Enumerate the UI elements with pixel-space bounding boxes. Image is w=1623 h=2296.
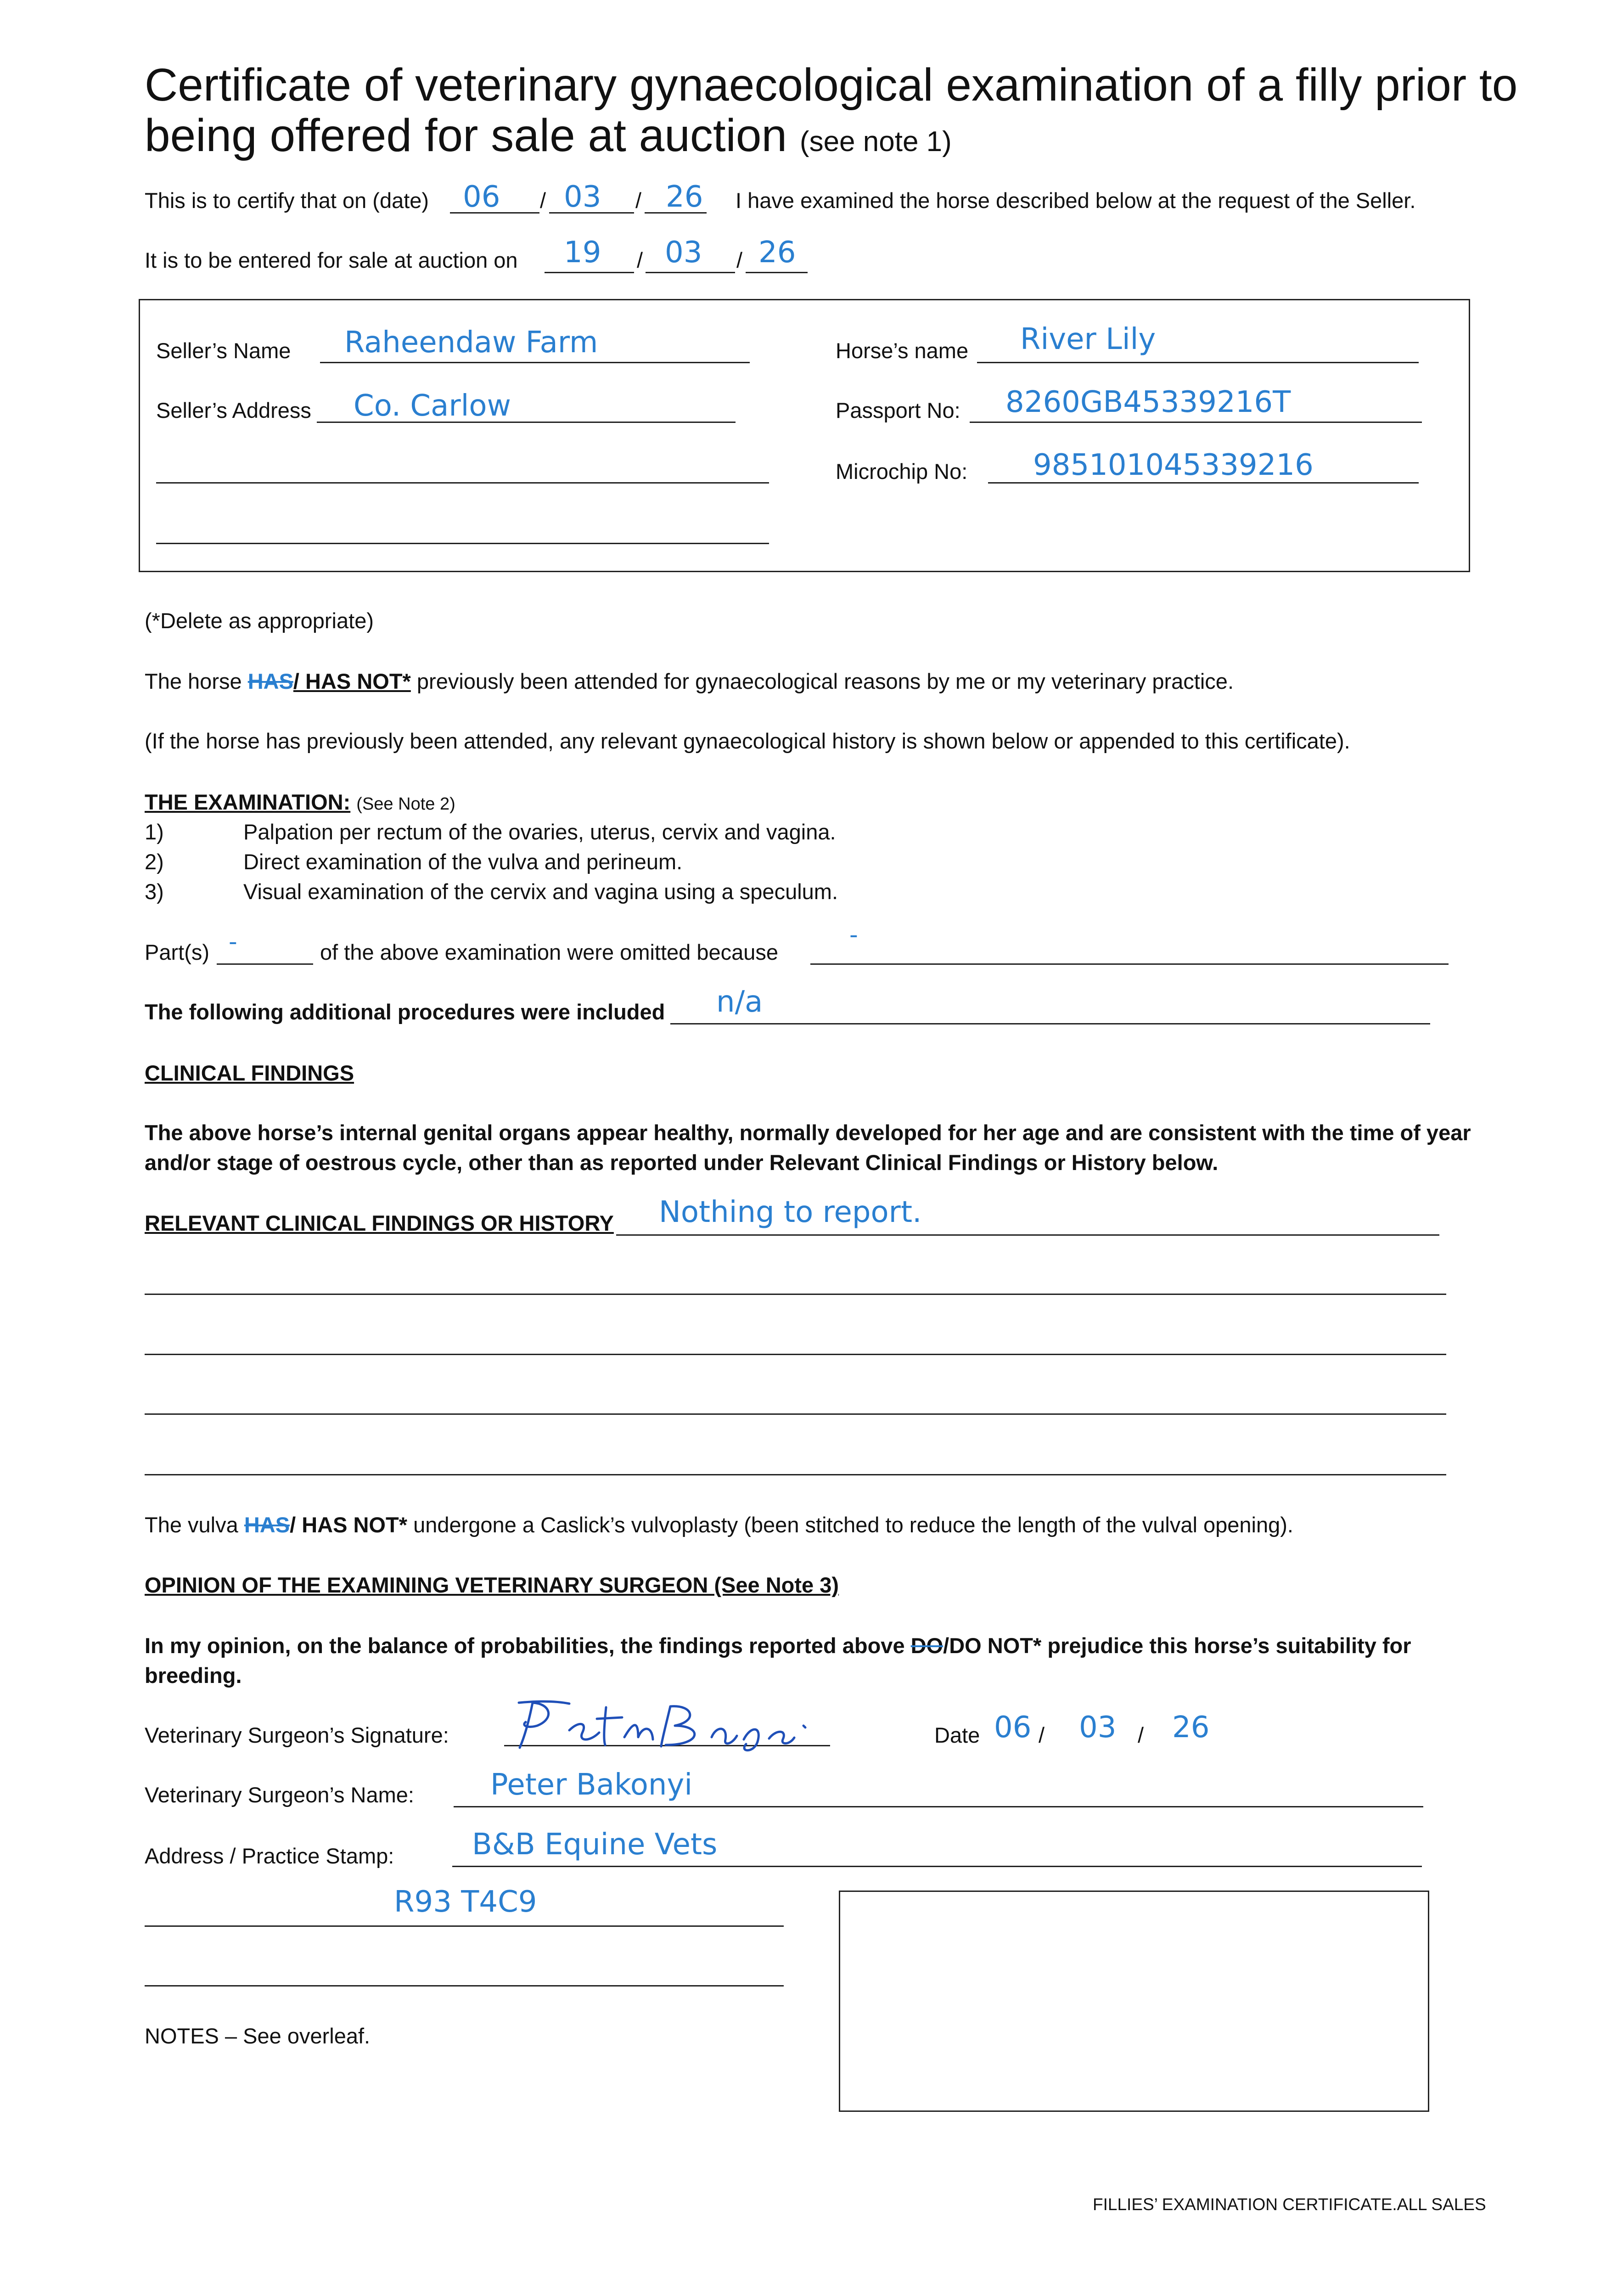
signature-date-month[interactable]: 03	[1079, 1711, 1117, 1745]
clinical-statement-2: and/or stage of oestrous cycle, other than as reported under Relevant Clinical Findings or History below.	[145, 1150, 1219, 1175]
attended-suffix: previously been attended for gynaecological reasons by me or my veterinary practice.	[416, 669, 1234, 693]
opinion-do-struck[interactable]: DO	[910, 1633, 943, 1658]
seller-address-field[interactable]: Co. Carlow	[354, 389, 511, 423]
vet-name-field[interactable]: Peter Bakonyi	[490, 1768, 693, 1802]
examination-heading: THE EXAMINATION:	[145, 790, 351, 814]
title-note: (see note 1)	[799, 126, 952, 158]
relevant-field[interactable]: Nothing to report.	[659, 1195, 922, 1229]
slash: /	[635, 188, 642, 213]
signature-date-day[interactable]: 06	[994, 1711, 1032, 1745]
relevant-label: RELEVANT CLINICAL FINDINGS OR HISTORY	[145, 1211, 614, 1235]
vulva-has-struck[interactable]: HAS	[244, 1513, 290, 1537]
seller-address-line-2[interactable]	[156, 482, 769, 484]
footer: FILLIES’ EXAMINATION CERTIFICATE.ALL SALES	[1093, 2195, 1486, 2214]
seller-address-line-3[interactable]	[156, 543, 769, 544]
omitted-label: of the above examination were omitted because	[320, 940, 779, 964]
exam-item-num-2: 2)	[145, 850, 164, 874]
practice-address-line-3[interactable]	[145, 1985, 784, 1986]
opinion-prefix: In my opinion, on the balance of probabilities, the findings reported above	[145, 1633, 905, 1658]
clinical-statement-1: The above horse’s internal genital organs appear healthy, normally developed for her age and are consistent with the time of year	[145, 1120, 1471, 1145]
auction-date-day[interactable]: 19	[564, 236, 601, 270]
opinion-line-2: breeding.	[145, 1663, 242, 1688]
opinion-line-1	[145, 1635, 1411, 1656]
seller-name-field[interactable]: Raheendaw Farm	[344, 326, 598, 360]
horse-name-label: Horse’s name	[836, 338, 969, 363]
auction-prefix: It is to be entered for sale at auction on	[145, 248, 518, 272]
history-note: (If the horse has previously been attended, any relevant gynaecological history is shown below or appended to this certificate).	[145, 729, 1350, 753]
vulva-prefix: The vulva	[145, 1513, 238, 1537]
practice-stamp-box[interactable]	[839, 1891, 1429, 2112]
horse-name-field[interactable]: River Lily	[1020, 322, 1156, 356]
certify-prefix: This is to certify that on (date)	[145, 188, 429, 213]
additional-label: The following additional procedures were included	[145, 1000, 665, 1024]
title-line-1: Certificate of veterinary gynaecological examination of a filly prior to	[145, 59, 1518, 111]
slash: /	[1138, 1723, 1144, 1747]
signature-date-year[interactable]: 26	[1172, 1711, 1210, 1745]
practice-address-line-2[interactable]: R93 T4C9	[394, 1885, 537, 1919]
passport-label: Passport No:	[836, 398, 960, 422]
attended-has-not[interactable]: / HAS NOT*	[293, 669, 411, 693]
signature-scribble	[500, 1694, 840, 1753]
clinical-heading: CLINICAL FINDINGS	[145, 1061, 354, 1085]
practice-address-label: Address / Practice Stamp:	[145, 1844, 394, 1868]
title-line-2-text: being offered for sale at auction	[145, 110, 787, 161]
seller-address-label: Seller’s Address	[156, 398, 311, 422]
vulva-line	[145, 1514, 1293, 1536]
signature-image[interactable]	[500, 1694, 840, 1753]
exam-item-text-3: Visual examination of the cervix and vagina using a speculum.	[243, 879, 838, 904]
attended-has-struck[interactable]: HAS	[247, 669, 293, 693]
vulva-has-not[interactable]: / HAS NOT*	[290, 1513, 407, 1537]
opinion-heading: OPINION OF THE EXAMINING VETERINARY SURGEON (See Note 3)	[145, 1573, 839, 1597]
slash: /	[637, 248, 643, 272]
signature-label: Veterinary Surgeon’s Signature:	[145, 1723, 449, 1747]
auction-date-month[interactable]: 03	[665, 236, 702, 270]
certify-suffix: I have examined the horse described below at the request of the Seller.	[736, 188, 1416, 213]
auction-date-year[interactable]: 26	[758, 236, 796, 270]
seller-horse-box	[139, 299, 1470, 572]
relevant-line-4[interactable]	[145, 1413, 1446, 1415]
attended-prefix: The horse	[145, 669, 242, 693]
certify-date-day[interactable]: 06	[463, 180, 500, 214]
exam-item-num-1: 1)	[145, 820, 164, 844]
omitted-field[interactable]: -	[849, 921, 858, 949]
vulva-suffix: undergone a Caslick’s vulvoplasty (been stitched to reduce the length of the vulval opening).	[413, 1513, 1293, 1537]
microchip-label: Microchip No:	[836, 459, 968, 484]
relevant-line-3[interactable]	[145, 1354, 1446, 1355]
slash: /	[540, 188, 546, 213]
additional-field[interactable]: n/a	[716, 985, 763, 1019]
relevant-line-2[interactable]	[145, 1294, 1446, 1295]
exam-item-text-2: Direct examination of the vulva and perineum.	[243, 850, 683, 874]
certify-date-year[interactable]: 26	[666, 180, 703, 214]
signature-date-label: Date	[934, 1723, 980, 1747]
passport-field[interactable]: 8260GB45339216T	[1005, 385, 1291, 419]
delete-note: (*Delete as appropriate)	[145, 608, 374, 633]
examination-note: (See Note 2)	[356, 794, 455, 814]
microchip-field[interactable]: 985101045339216	[1033, 448, 1314, 482]
seller-name-label: Seller’s Name	[156, 338, 291, 363]
certify-date-month[interactable]: 03	[564, 180, 601, 214]
vet-name-label: Veterinary Surgeon’s Name:	[145, 1783, 414, 1807]
exam-item-text-1: Palpation per rectum of the ovaries, uterus, cervix and vagina.	[243, 820, 836, 844]
exam-item-num-3: 3)	[145, 879, 164, 904]
practice-address-field[interactable]: B&B Equine Vets	[472, 1828, 718, 1862]
examination-heading-row	[145, 791, 455, 813]
parts-label: Part(s)	[145, 940, 209, 964]
relevant-line-5[interactable]	[145, 1474, 1446, 1475]
opinion-suffix: /DO NOT* prejudice this horse’s suitability for	[943, 1633, 1411, 1658]
slash: /	[1039, 1723, 1045, 1747]
notes: NOTES – See overleaf.	[145, 2024, 371, 2048]
title-line-2	[145, 109, 952, 162]
attended-line	[145, 670, 1234, 692]
slash: /	[736, 248, 743, 272]
parts-field[interactable]: -	[229, 928, 237, 956]
